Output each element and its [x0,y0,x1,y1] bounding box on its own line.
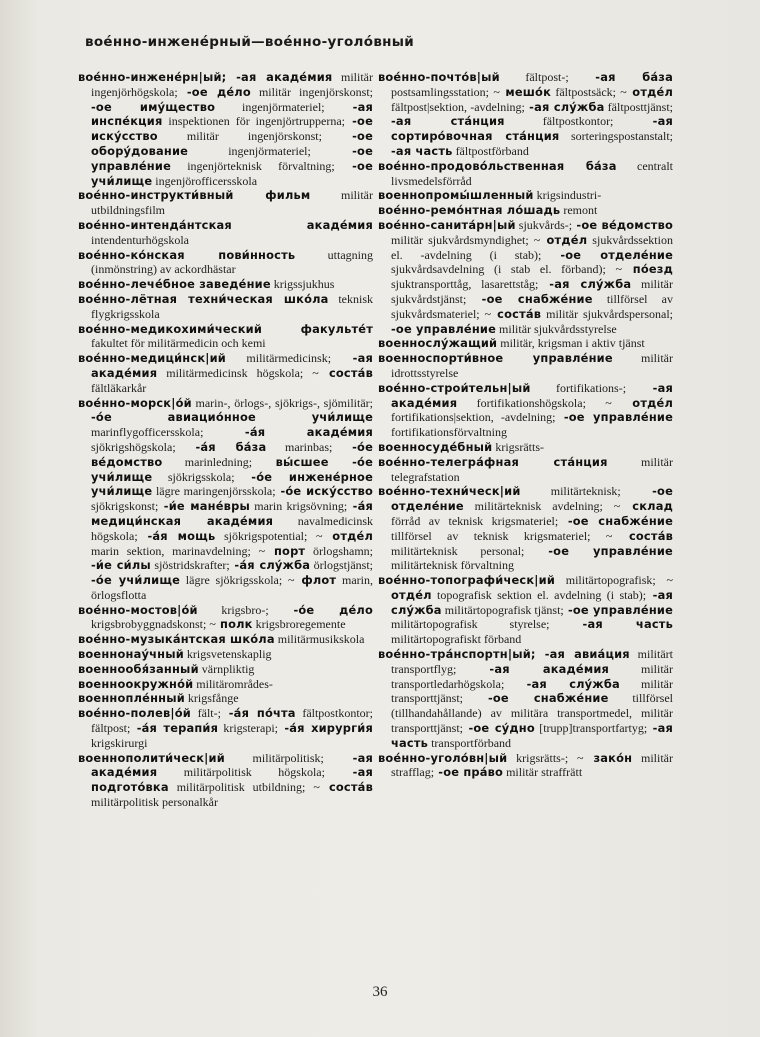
swedish-translation: marinledning; [162,454,253,469]
swedish-translation: ingenjörteknisk förvaltning; [171,158,335,173]
russian-phrase: -а́я по́чта [220,706,296,721]
russian-phrase: -ое отделе́ние [391,484,673,514]
swedish-translation: marinflygofficersskola; [91,425,204,440]
dictionary-entry [78,188,373,218]
russian-phrase: -о́е инжене́рное учи́лище [91,469,374,499]
dictionary-entry [78,351,373,395]
russian-phrase: -ая акаде́мия [91,351,373,380]
swedish-translation: militär ingenjörskonst; [157,129,322,144]
russian-phrase: -ая инспе́кция [91,99,373,129]
russian-phrase: -ое де́ло [177,84,251,99]
russian-phrase: -а́я ба́за [175,439,267,454]
swedish-translation: krigsrätts-; ~ [507,750,584,765]
swedish-translation: fortifikations|sektion, -avdelning; [391,410,556,425]
swedish-translation: ingenjörmateriel; [188,143,311,158]
swedish-translation: militär sjukvårdsstyrelse [496,321,617,336]
swedish-translation: krigssjukhus [270,277,335,292]
russian-phrase: отде́л [322,528,373,543]
russian-phrase: -ое управле́ние [563,602,674,617]
dictionary-entry [78,662,373,677]
dictionary-entry [78,218,373,248]
russian-phrase: -ое иму́щество [91,99,216,114]
headword: вое́нно-инжене́рн|ый; [78,70,227,84]
swedish-translation: militärtopografiskt förband [391,632,522,647]
headword: вое́нно-топографи́ческ|ий [378,573,556,588]
headword: вое́нно-строи́тельн|ый [378,380,531,395]
russian-phrase: -ое ве́домство [572,217,674,232]
swedish-translation: krigsbroregemente [252,617,346,632]
dictionary-entry [378,573,673,647]
russian-phrase: вы́сшее -о́е учи́лище [91,454,373,484]
swedish-translation: militärområdes- [193,676,273,691]
swedish-translation: krigsrätts- [492,439,544,454]
russian-phrase: порт [265,543,306,558]
russian-phrase: -ая слу́жба [391,587,673,617]
running-head: вое́нно-инжене́рный—вое́нно-уголо́вный [85,34,415,50]
dictionary-entry [78,706,373,750]
headword: вое́нно-ремо́нтная ло́шадь [378,203,561,218]
russian-phrase: -а́я акаде́мия [203,425,373,440]
swedish-translation: militärpolitisk; [224,750,324,765]
left-column [78,70,373,810]
russian-phrase: -ая подгото́вка [91,765,373,795]
russian-phrase: -ое управле́ние [555,410,673,425]
swedish-translation: krigsindustri- [533,188,602,203]
swedish-translation: lägre maringenjörsskola; [152,484,276,499]
dictionary-entry [378,336,673,351]
swedish-translation: topografisk sektion el. avdelning (i stab); [431,587,647,602]
swedish-translation: sjukvårdssektion el. -avdelning (i stab); [391,232,673,262]
swedish-translation: krigsfånge [184,691,239,706]
swedish-translation: militär telegrafstation [391,454,673,484]
swedish-translation: krigskirurgi [91,735,148,750]
dictionary-entry [78,647,373,662]
swedish-translation: militärmusikskola [274,632,365,647]
swedish-translation: militärpolitisk personalkår [91,795,218,810]
russian-phrase: -ая часть [391,721,673,750]
dictionary-entry [378,647,673,751]
swedish-translation: förråd av teknisk krigsmateriel; [391,513,559,528]
swedish-translation: militärteknisk personal; [391,543,525,558]
swedish-translation: militär sjukvårdspersonal; [541,306,673,321]
russian-phrase: -ое пра́во [434,765,504,780]
russian-phrase: -о́е учи́лище [91,573,181,588]
swedish-translation: militärtopografisk; ~ [555,573,673,588]
swedish-translation: remont [560,203,598,218]
swedish-translation: militär sjukvårdsmyndighet; ~ [391,232,541,247]
swedish-translation: örlogstjänst; [310,558,373,573]
swedish-translation: militär ingenjörskonst; [250,84,373,99]
swedish-translation: militär idrottsstyrelse [391,351,673,380]
dictionary-entry [78,677,373,692]
swedish-translation: transportförband [428,735,512,750]
swedish-translation: sjukvårds-; [515,217,573,232]
russian-phrase: -ое управле́ние [391,321,497,336]
dictionary-entry [378,70,673,159]
dictionary-entry [378,159,673,189]
russian-phrase: -ое снабже́ние [463,691,609,706]
swedish-translation: fältpostkontor; fältpost; [91,706,373,736]
russian-phrase: -а́я мощь [137,528,216,543]
dictionary-entry [78,632,373,647]
russian-phrase: -ое иску́сство [91,114,373,144]
swedish-translation: militärtopografisk styrelse; [391,617,550,632]
russian-phrase: -ая сортиро́вочная ста́нция [391,114,673,144]
russian-phrase: отде́л [391,587,432,602]
swedish-translation: militärpolitisk högskola; [157,765,325,780]
headword: военноспорти́вное управле́ние [378,351,613,366]
swedish-translation: sjuktransporttåg, lasarettståg; [391,277,539,292]
dictionary-entry [378,351,673,381]
swedish-translation: sorteringspostanstalt; [559,129,673,144]
swedish-translation: uttagning (inmönstring) av ackordhästar [91,247,374,277]
dictionary-entry [78,277,373,292]
swedish-translation: krigsbro-; [197,602,269,617]
swedish-translation: lägre sjökrigsskola; ~ [180,573,295,588]
page-number: 36 [372,984,388,1000]
russian-phrase: -о́е ве́домство [91,439,374,469]
swedish-translation: militärmedicinsk högskola; ~ [157,365,319,380]
right-column [378,70,673,780]
russian-phrase: -ое снабже́ние [558,513,673,528]
russian-phrase: -а́я хирурги́я [278,721,373,736]
russian-phrase: -ая часть [549,617,673,632]
swedish-translation: militär, krigsman i aktiv tjänst [497,336,645,351]
headword: вое́нно-ко́нская пови́нность [78,247,296,262]
russian-phrase: -ая акаде́мия [226,70,333,84]
russian-phrase: -ое учи́лище [91,158,374,188]
russian-phrase: полк [215,617,253,632]
russian-phrase: -ая акаде́мия [91,750,373,780]
swedish-translation: marin-, örlogs-, sjökrigs-, sjömilitär; [191,395,373,410]
swedish-translation: marin sektion, marinavdelning; ~ [91,543,266,558]
russian-phrase: соста́в [319,780,373,795]
dictionary-entry [78,396,373,603]
russian-phrase: -ое снабже́ние [466,291,593,306]
russian-phrase: склад [620,499,673,514]
russian-phrase: соста́в [491,306,542,321]
swedish-translation: värnpliktig [198,661,255,676]
headword: вое́нно-лётная техни́ческая шко́ла [78,291,329,306]
dictionary-entry [378,751,673,781]
russian-phrase: -ое отделе́ние [541,247,674,262]
russian-phrase: -и́е си́лы [91,558,151,573]
russian-phrase: -а́я слу́жба [229,558,311,573]
swedish-translation: navalmedicinsk högskola; [91,513,373,543]
russian-phrase: -и́е мане́вры [158,499,250,514]
swedish-translation: militärmedicinsk; [225,351,332,366]
headword: вое́нно-музыка́нтская шко́ла [78,632,275,647]
swedish-translation: militärteknisk; [520,484,621,499]
swedish-translation: militär sjukvårdstjänst; [391,277,673,306]
headword: военнопромы́шленный [378,188,534,203]
swedish-translation: fältpostsäck; ~ [551,84,627,99]
headword: вое́нно-уголо́вн|ый [378,750,508,765]
headword: вое́нно-инструкти́вный фильм [78,188,311,203]
headword: вое́нно-медици́нск|ий [78,351,226,366]
headword: вое́нно-медикохими́ческий факульте́т [78,321,373,336]
swedish-translation: militär straffrätt [503,765,583,780]
swedish-translation: tillförsel (tillhandahållande) av militära transportmedel, militär transporttjänst; [391,691,673,736]
swedish-translation: sjukvårdsavdelning (i stab el. förband); ~ [391,262,622,277]
headword: вое́нно-санита́рн|ый [378,217,516,232]
russian-phrase: по́езд [621,262,674,277]
russian-phrase: отде́л [540,232,588,247]
headword: вое́нно-тра́нспортн|ый; [378,647,536,662]
swedish-translation: krigsbrobyggnadskonst; ~ [91,617,216,632]
dictionary-entry [378,203,673,218]
swedish-translation: intendenturhögskola [91,232,189,247]
swedish-translation: marin krigsövning; [249,499,348,514]
headword: военнополити́ческ|ий [78,750,225,765]
swedish-translation: sjökrigshögskola; [91,439,176,454]
headword: военносуде́бный [378,439,493,454]
swedish-translation: fortifikations-; [530,380,627,395]
russian-phrase: отде́л [611,395,673,410]
russian-phrase: -ая ба́за [568,70,673,84]
dictionary-entry [78,603,373,633]
russian-phrase: -о́е де́ло [268,602,373,617]
headword: военнообя́занный [78,661,199,676]
swedish-translation: fältpostförband [452,143,529,158]
swedish-translation: fältläkarkår [91,380,147,395]
russian-phrase: -а́я медици́нская акаде́мия [91,499,373,528]
headword: вое́нно-мостов|о́й [78,602,198,617]
swedish-translation: marinbas; [266,439,333,454]
swedish-translation: ingenjörmateriel; [215,99,325,114]
swedish-translation: fortifikationshögskola; ~ [457,395,612,410]
russian-phrase: -ое обору́дование [91,129,374,158]
swedish-translation: sjökrigskonst; [91,499,159,514]
headword: военнослу́жащий [378,336,498,351]
swedish-translation: militärt transportflyg; [391,647,673,676]
russian-phrase: отде́л [626,84,673,99]
headword: военнопле́нный [78,691,185,706]
russian-phrase: -ое управле́ние [91,143,373,173]
headword: вое́нно-полев|о́й [78,706,191,721]
swedish-translation: militärtopografisk tjänst; [441,602,564,617]
swedish-translation: militär strafflag; [391,750,673,780]
dictionary-entry [378,484,673,573]
swedish-translation: fakultet för militärmedicin och kemi [91,336,266,351]
swedish-translation: krigsterapi; [218,721,278,736]
dictionary-entry [378,218,673,336]
headword: военнонау́чный [78,647,184,662]
swedish-translation: marin, örlogsflotta [91,573,373,602]
headword: вое́нно-телегра́фная ста́нция [378,454,608,469]
russian-phrase: соста́в [318,365,373,380]
dictionary-entry [78,248,373,278]
swedish-translation: inspektionen för ingenjörtrupperna; [162,114,345,129]
headword: военноокружно́й [78,676,194,691]
swedish-translation: tillförsel av teknisk krigsmateriel; ~ [391,528,613,543]
swedish-translation: militär transportledarhögskola; [391,661,673,691]
swedish-translation: krigsvetenskaplig [183,647,272,662]
dictionary-entry [78,70,373,188]
swedish-translation: [trupp]transportfartyg; [534,721,648,736]
russian-phrase: -ая слу́жба [538,277,632,292]
russian-phrase: -ая ста́нция [391,114,505,129]
headword: вое́нно-почто́в|ый [378,70,500,84]
dictionary-entry [78,751,373,810]
swedish-translation: fältpost|sektion, -avdelning; [391,99,525,114]
russian-phrase: -ая авиа́ция [535,647,630,662]
swedish-translation: fältpostkontor; [504,114,614,129]
russian-phrase: -ое су́дно [463,721,535,736]
russian-phrase: -ая часть [391,143,453,158]
swedish-translation: teknisk flygkrigsskola [91,291,373,321]
swedish-translation: fält-; [191,706,221,721]
russian-phrase: -ая акаде́мия [456,661,610,676]
swedish-translation: örlogshamn; [305,543,374,558]
headword: вое́нно-морск|о́й [78,395,192,410]
swedish-translation: fältposttjänst; [604,99,673,114]
headword: вое́нно-лече́бное заведе́ние [78,277,271,292]
russian-phrase: -ое управле́ние [524,543,673,558]
headword: вое́нно-интенда́нтская акаде́мия [78,217,373,232]
russian-phrase: -о́е иску́сство [275,484,373,499]
swedish-translation: sjökrigsskola; [152,469,235,484]
headword: вое́нно-техни́ческ|ий [378,484,521,499]
russian-phrase: флот [294,573,337,588]
dictionary-entry [78,292,373,322]
russian-phrase: -а́я терапи́я [130,721,219,736]
russian-phrase: мешо́к [499,84,552,99]
dictionary-entry [378,455,673,485]
swedish-translation: sjöstridskrafter; [150,558,230,573]
swedish-translation: centralt livsmedelsförråd [391,158,673,188]
swedish-translation: fortifikationsförvaltning [391,425,507,440]
russian-phrase: -ая слу́жба [504,676,620,691]
dictionary-entry [78,691,373,706]
swedish-translation: militärteknisk förvaltning [391,558,514,573]
russian-phrase: соста́в [612,528,673,543]
swedish-translation: militärteknisk avdelning; ~ [463,499,621,514]
swedish-translation: militär transporttjänst; [391,676,673,706]
swedish-translation: militärpolitisk utbildning; ~ [168,780,320,795]
russian-phrase: зако́н [583,750,633,765]
dictionary-entry [78,322,373,352]
dictionary-entry [378,381,673,440]
russian-phrase: -о́е авиацио́нное учи́лище [91,410,373,425]
swedish-translation: militär ingenjörhögskola; [91,70,373,99]
swedish-translation: ingenjörofficersskola [152,173,258,188]
headword: вое́нно-продово́льственная ба́за [378,158,617,173]
dictionary-entry [378,440,673,455]
dictionary-entry [378,188,673,203]
swedish-translation: sjökrigspotential; ~ [215,528,323,543]
swedish-translation: postsamlingsstation; ~ [391,84,500,99]
russian-phrase: -ая слу́жба [524,99,605,114]
russian-phrase: -ая акаде́мия [391,380,674,410]
swedish-translation: fältpost-; [499,70,569,84]
swedish-translation: tillförsel av sjukvårdsmateriel; ~ [391,291,673,321]
swedish-translation: militär utbildningsfilm [91,188,373,218]
